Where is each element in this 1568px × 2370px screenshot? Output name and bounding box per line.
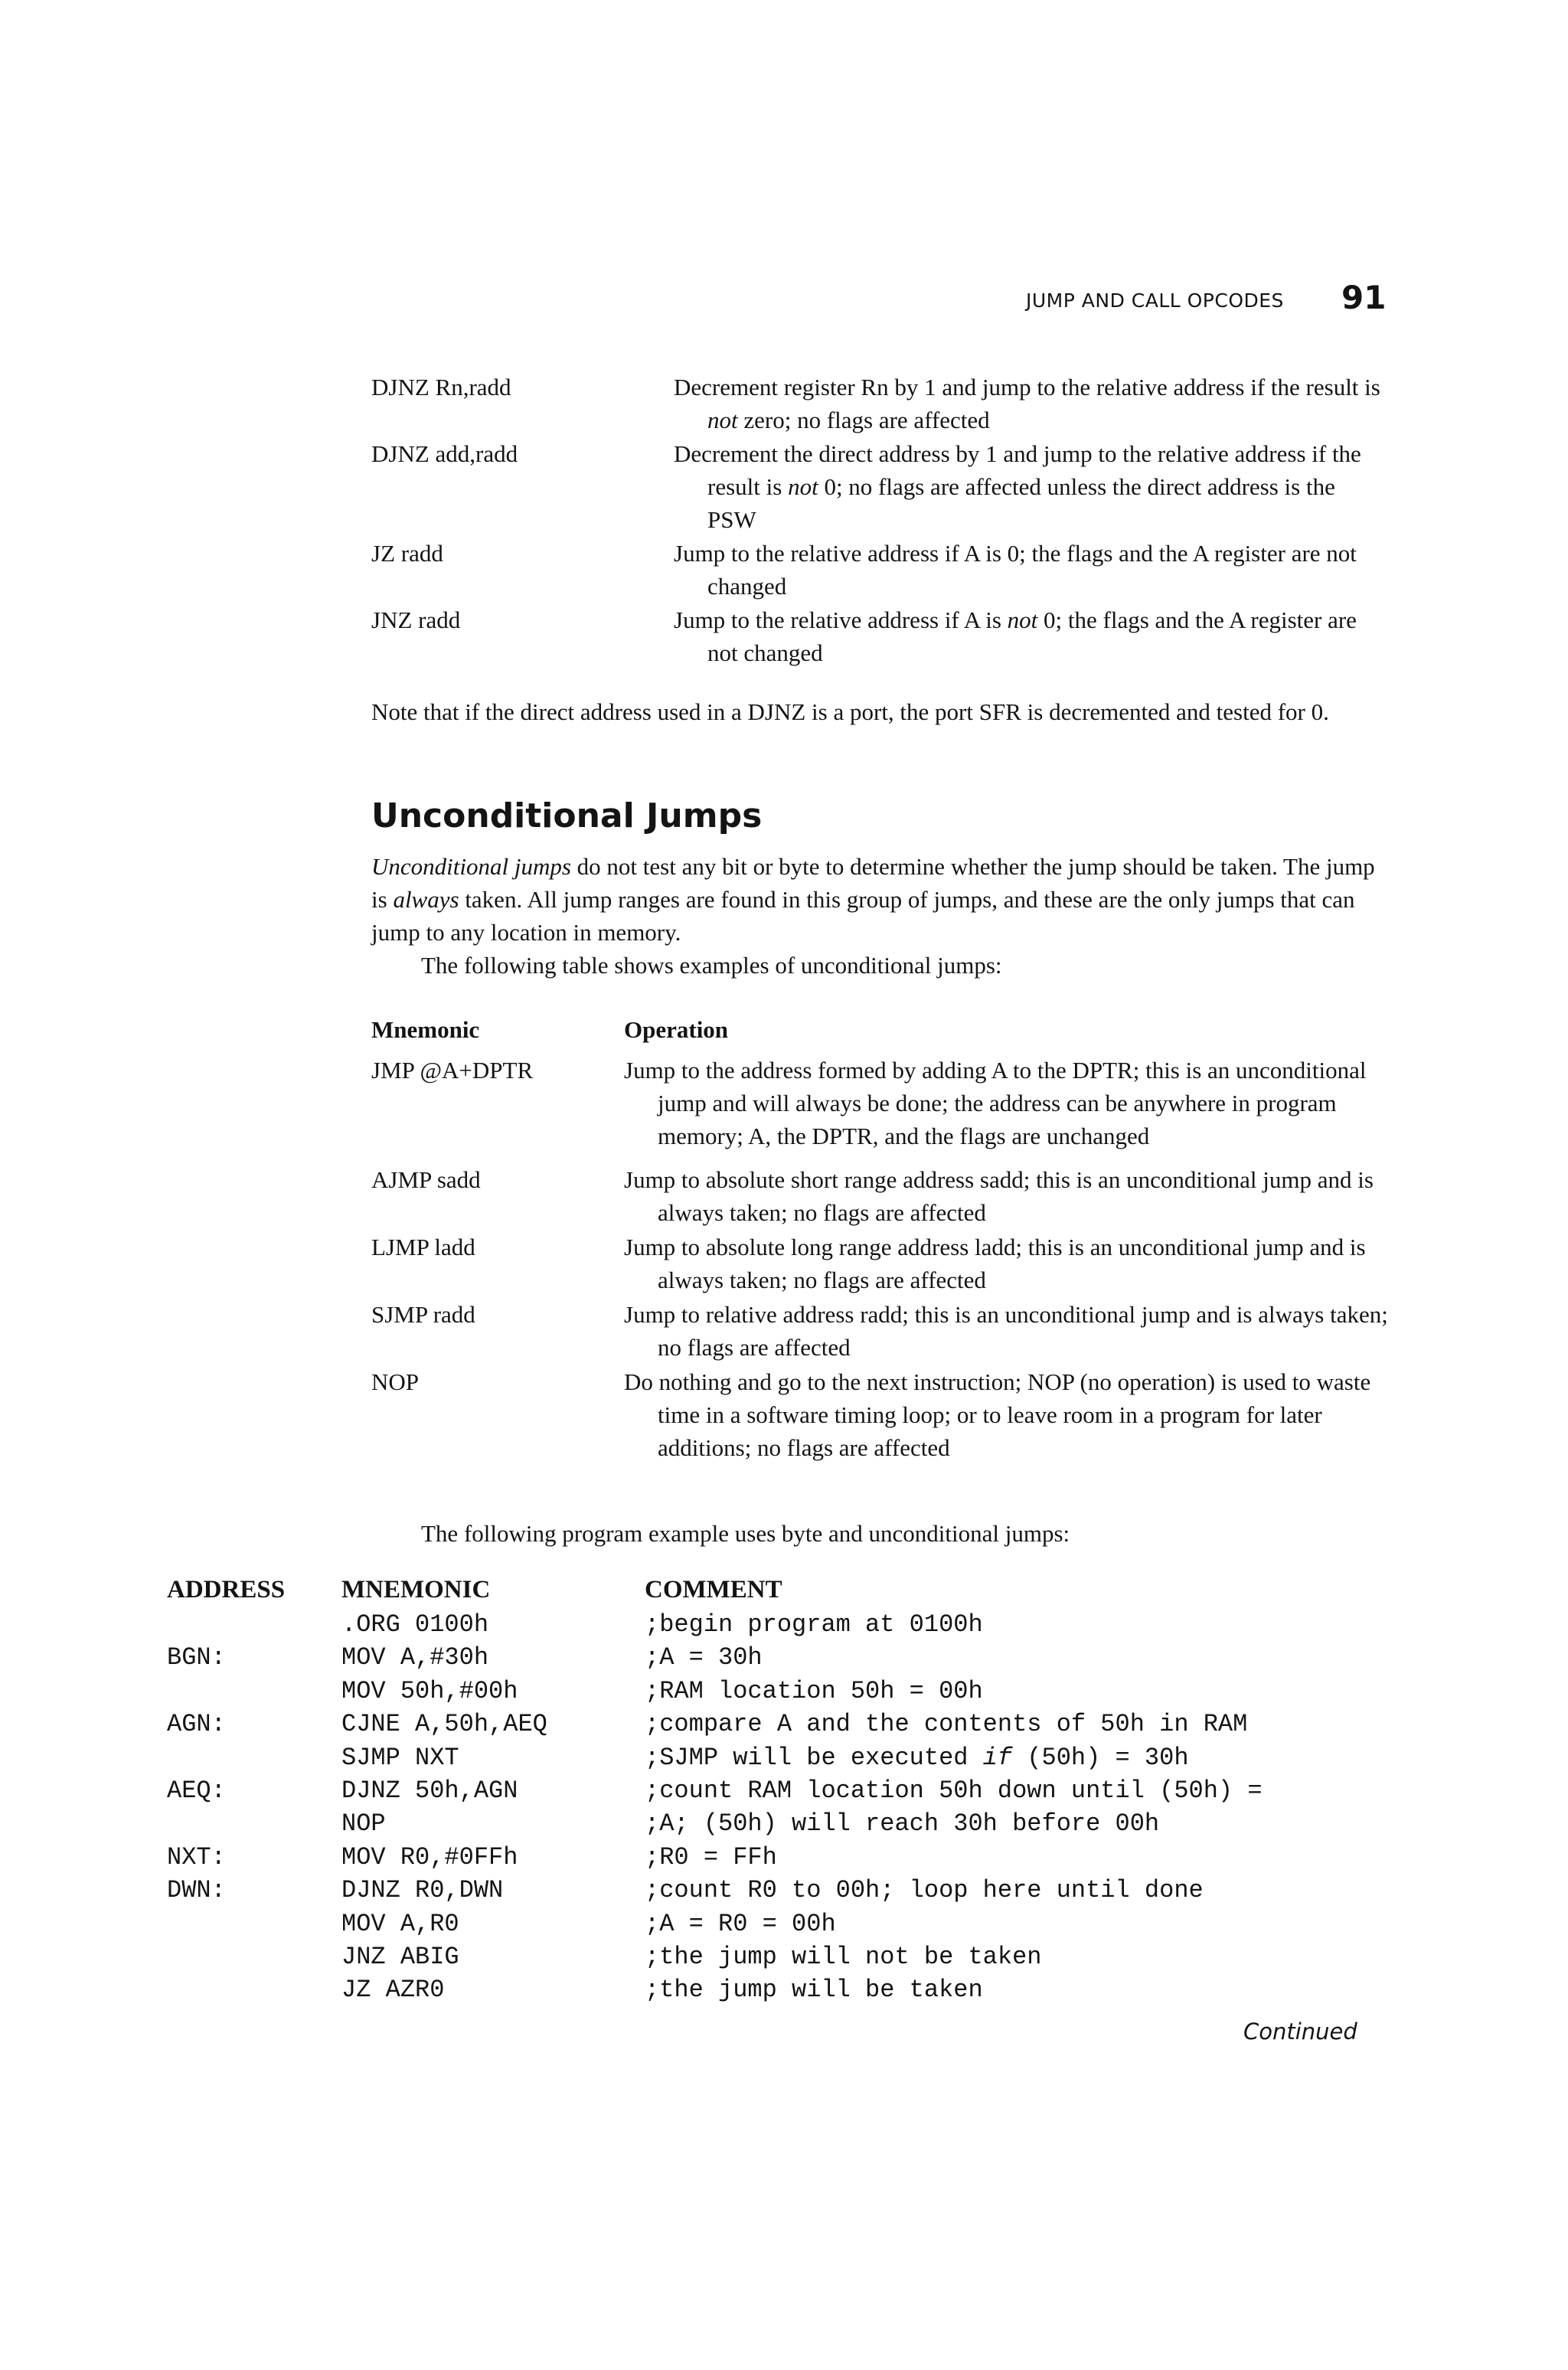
table-row: [371, 1298, 1390, 1364]
instruction-mnemonic: JNZ radd: [371, 606, 461, 633]
line-mnemonic: SJMP NXT: [341, 1743, 459, 1772]
listing-line: [167, 1907, 1263, 1940]
emphasis: Unconditional jumps: [371, 853, 571, 880]
instruction-mnemonic: JMP @A+DPTR: [371, 1057, 534, 1084]
table-row: [371, 1163, 1390, 1229]
description-text: Jump to the relative address if A is 0; the flags and the A register are not changed: [674, 540, 1357, 600]
instruction-operation: Do nothing and go to the next instruction; NOP (no operation) is used to waste time in a software timing loop; or to leave room in a program for later additions; no flags are affected: [624, 1368, 1371, 1461]
listing-line: [167, 1741, 1263, 1774]
address-label: BGN:: [167, 1643, 226, 1672]
paragraph-text: taken. All jump ranges are found in this group of jumps, and these are the only jumps that can jump to any location in memory.: [371, 886, 1355, 946]
definition-row: [371, 603, 1390, 669]
instruction-mnemonic: SJMP radd: [371, 1301, 475, 1328]
instruction-operation: Jump to absolute long range address ladd; this is an unconditional jump and is always taken; no flags are affected: [624, 1234, 1366, 1293]
instruction-mnemonic: JZ radd: [371, 540, 443, 567]
line-comment: ;begin program at 0100h: [645, 1610, 983, 1639]
running-header: JUMP AND CALL OPCODES: [1026, 289, 1284, 312]
continued-marker: Continued: [1243, 2019, 1357, 2045]
line-mnemonic: JNZ ABIG: [341, 1942, 459, 1971]
description-text: 0; the flags and the A register are not changed: [707, 606, 1357, 666]
address-label: AGN:: [167, 1710, 226, 1739]
line-comment: ;A = 30h: [645, 1643, 763, 1672]
line-mnemonic: JZ AZR0: [341, 1976, 445, 2005]
definition-row: [371, 371, 1390, 436]
listing-line: [167, 1774, 1263, 1807]
unconditional-jump-table: [371, 1013, 1390, 1465]
address-label: [167, 1907, 341, 1940]
paragraph-text: do not test any bit or byte to determine whether the jump should be taken. The jump is: [371, 853, 1375, 913]
definition-row: [371, 537, 1390, 603]
line-comment: ;compare A and the contents of 50h in RAM: [645, 1710, 1248, 1739]
column-header-mnemonic: Mnemonic: [371, 1016, 480, 1043]
address-label: [167, 1973, 341, 2006]
line-mnemonic: MOV A,R0: [341, 1909, 459, 1938]
line-mnemonic: .ORG 0100h: [341, 1610, 489, 1639]
description-text: zero; no flags are affected: [737, 407, 990, 433]
emphasis: if: [982, 1743, 1013, 1772]
listing-line: [167, 1973, 1263, 2006]
address-label: [167, 1608, 341, 1641]
line-mnemonic: MOV A,#30h: [341, 1643, 489, 1672]
definition-row: [371, 437, 1390, 536]
address-label: [167, 1741, 341, 1774]
address-label: DWN:: [167, 1876, 226, 1905]
listing-line: [167, 1841, 1263, 1874]
listing-line: [167, 1708, 1263, 1741]
listing-line: [167, 1807, 1263, 1840]
instruction-description: [674, 603, 1390, 669]
address-label: [167, 1675, 341, 1708]
table-row: [371, 1054, 1390, 1152]
byte-jump-list: [371, 371, 1390, 670]
instruction-operation: Jump to relative address radd; this is an unconditional jump and is always taken; no flags are affected: [624, 1301, 1388, 1361]
table-row: [371, 1231, 1390, 1296]
line-comment: ;the jump will be taken: [645, 1976, 983, 2005]
instruction-operation: Jump to absolute short range address sadd; this is an unconditional jump and is always taken; no flags are affected: [624, 1166, 1374, 1226]
column-header-comment: COMMENT: [645, 1576, 782, 1603]
program-listing: [167, 1608, 1263, 2007]
listing-line: [167, 1675, 1263, 1708]
instruction-description: [674, 371, 1390, 436]
line-comment: ;count RAM location 50h down until (50h) =: [645, 1776, 1263, 1805]
line-comment: ;A; (50h) will reach 30h before 00h: [645, 1809, 1160, 1839]
line-mnemonic: CJNE A,50h,AEQ: [341, 1710, 547, 1739]
intro-paragraph: [371, 850, 1390, 949]
line-mnemonic: NOP: [341, 1809, 386, 1839]
listing-line: [167, 1641, 1263, 1674]
instruction-mnemonic: NOP: [371, 1368, 420, 1395]
instruction-mnemonic: DJNZ Rn,radd: [371, 374, 511, 400]
line-mnemonic: MOV 50h,#00h: [341, 1676, 518, 1705]
description-text: Decrement the direct address by 1 and jump to the relative address if the result is: [674, 440, 1361, 500]
instruction-mnemonic: DJNZ add,radd: [371, 440, 518, 467]
table-header-row: [371, 1013, 1390, 1046]
instruction-mnemonic: AJMP sadd: [371, 1166, 481, 1193]
address-label: [167, 1940, 341, 1973]
address-label: NXT:: [167, 1842, 226, 1871]
column-header-mnemonic: MNEMONIC: [341, 1576, 491, 1603]
table-lead-sentence: The following table shows examples of unconditional jumps:: [421, 952, 1002, 979]
line-comment: ;R0 = FFh: [645, 1842, 777, 1871]
line-comment: ;A = R0 = 00h: [645, 1909, 836, 1938]
address-label: [167, 1807, 341, 1840]
line-comment: ;RAM location 50h = 00h: [645, 1676, 983, 1705]
column-header-operation: Operation: [624, 1016, 729, 1043]
listing-line: [167, 1940, 1263, 1973]
line-comment: ;count R0 to 00h; loop here until done: [645, 1876, 1204, 1905]
page-number: 91: [1341, 279, 1387, 316]
table-row: [371, 1365, 1390, 1464]
line-mnemonic: DJNZ 50h,AGN: [341, 1776, 518, 1805]
listing-line: [167, 1608, 1263, 1641]
column-header-address: ADDRESS: [167, 1576, 286, 1603]
emphasis: not: [707, 407, 738, 433]
section-title: Unconditional Jumps: [371, 796, 763, 835]
instruction-description: [674, 537, 1390, 603]
line-mnemonic: MOV R0,#0FFh: [341, 1842, 518, 1871]
description-text: 0; no flags are affected unless the direct address is the PSW: [707, 473, 1335, 533]
note-paragraph: Note that if the direct address used in a DJNZ is a port, the port SFR is decremented and tested for 0.: [371, 698, 1329, 725]
listing-line: [167, 1874, 1263, 1907]
emphasis: not: [1007, 606, 1038, 633]
description-text: Jump to the relative address if A is: [674, 606, 1008, 633]
line-comment: ;the jump will not be taken: [645, 1942, 1042, 1971]
description-text: Decrement register Rn by 1 and jump to the relative address if the result is: [674, 374, 1380, 400]
emphasis: not: [788, 473, 818, 500]
instruction-mnemonic: LJMP ladd: [371, 1234, 475, 1260]
instruction-operation: Jump to the address formed by adding A to the DPTR; this is an unconditional jump and will always be done; the address can be anywhere in program memory; A, the DPTR, and the flags are unchanged: [624, 1057, 1367, 1149]
program-lead-sentence: The following program example uses byte and unconditional jumps:: [421, 1520, 1070, 1547]
emphasis: always: [393, 886, 459, 913]
instruction-description: [674, 437, 1390, 536]
line-comment: ;SJMP will be executed if (50h) = 30h: [645, 1743, 1189, 1772]
line-mnemonic: DJNZ R0,DWN: [341, 1876, 504, 1905]
address-label: AEQ:: [167, 1776, 226, 1805]
